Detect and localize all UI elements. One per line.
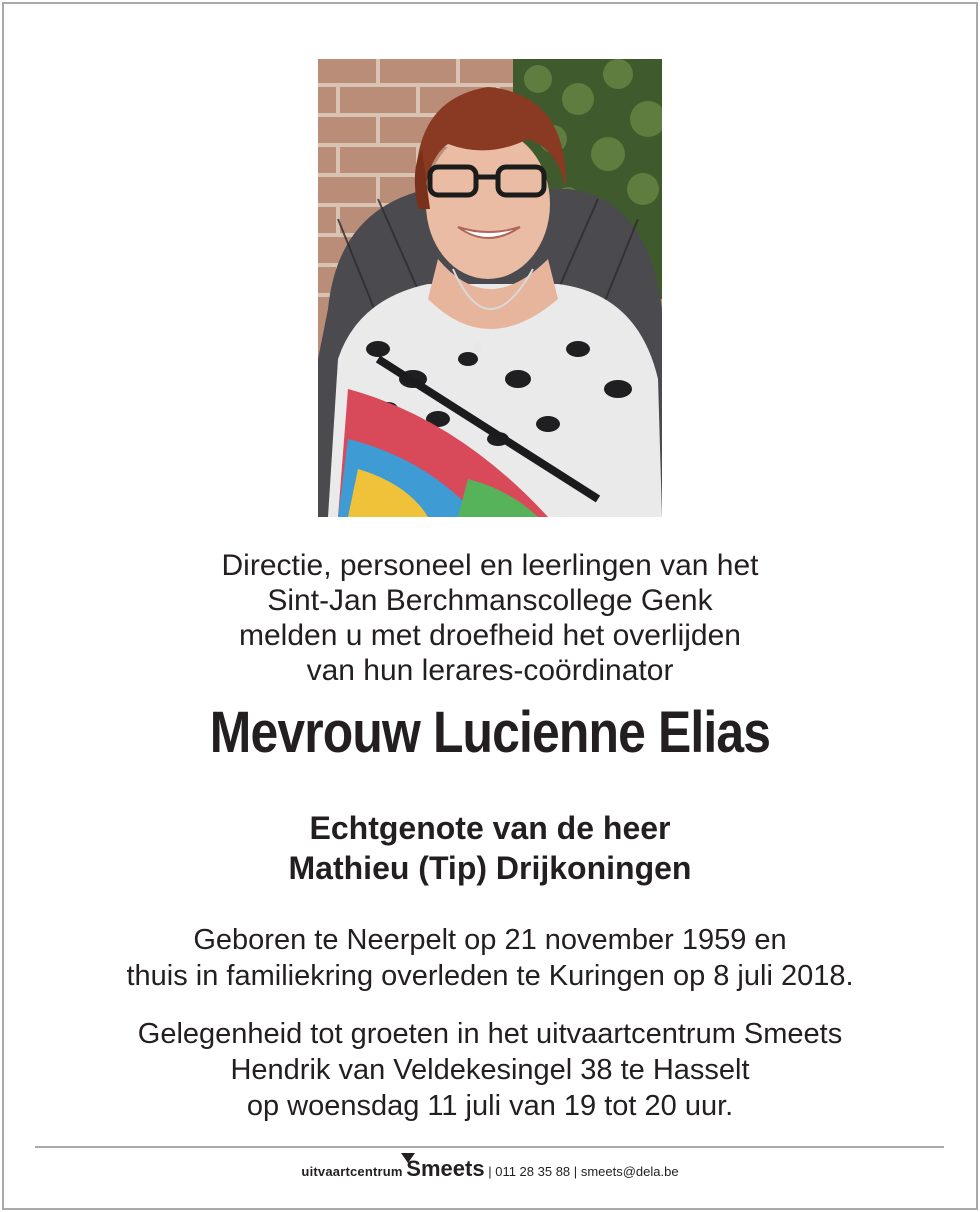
birth-line: Geboren te Neerpelt op 21 november 1959 en xyxy=(193,924,787,956)
portrait-photo xyxy=(318,59,662,517)
visitation-line: Hendrik van Veldekesingel 38 te Hasselt xyxy=(230,1054,750,1086)
footer-divider xyxy=(35,1146,944,1148)
birth-death-info xyxy=(0,922,980,994)
footer-brand-label: Smeets xyxy=(406,1156,485,1181)
intro-line: van hun lerares-coördinator xyxy=(306,654,674,687)
deceased-name: Mevrouw Lucienne Elias xyxy=(209,700,771,765)
spouse-info xyxy=(0,808,980,888)
footer-phone: 011 28 35 88 xyxy=(495,1164,571,1179)
visitation-line: op woensdag 11 juli van 19 tot 20 uur. xyxy=(246,1090,734,1122)
spouse-line: Echtgenote van de heer xyxy=(309,810,671,846)
spouse-line: Mathieu (Tip) Drijkoningen xyxy=(288,850,692,886)
intro-line: Directie, personeel en leerlingen van het xyxy=(221,549,759,582)
footer-separator: | xyxy=(573,1164,578,1179)
footer-separator: | xyxy=(488,1164,492,1179)
footer-brand xyxy=(406,1156,484,1181)
footer-email: smeets@dela.be xyxy=(580,1164,679,1179)
visitation-line: Gelegenheid tot groeten in het uitvaartcentrum Smeets xyxy=(137,1018,843,1050)
death-line: thuis in familiekring overleden te Kuringen op 8 juli 2018. xyxy=(126,960,854,992)
announcement-intro xyxy=(0,548,980,688)
brand-triangle-icon xyxy=(401,1153,415,1163)
intro-line: melden u met droefheid het overlijden xyxy=(239,619,741,652)
intro-line: Sint-Jan Berchmanscollege Genk xyxy=(267,584,713,617)
visitation-info xyxy=(0,1016,980,1124)
footer-centrum-label: uitvaartcentrum xyxy=(301,1164,403,1179)
footer xyxy=(0,1156,980,1182)
